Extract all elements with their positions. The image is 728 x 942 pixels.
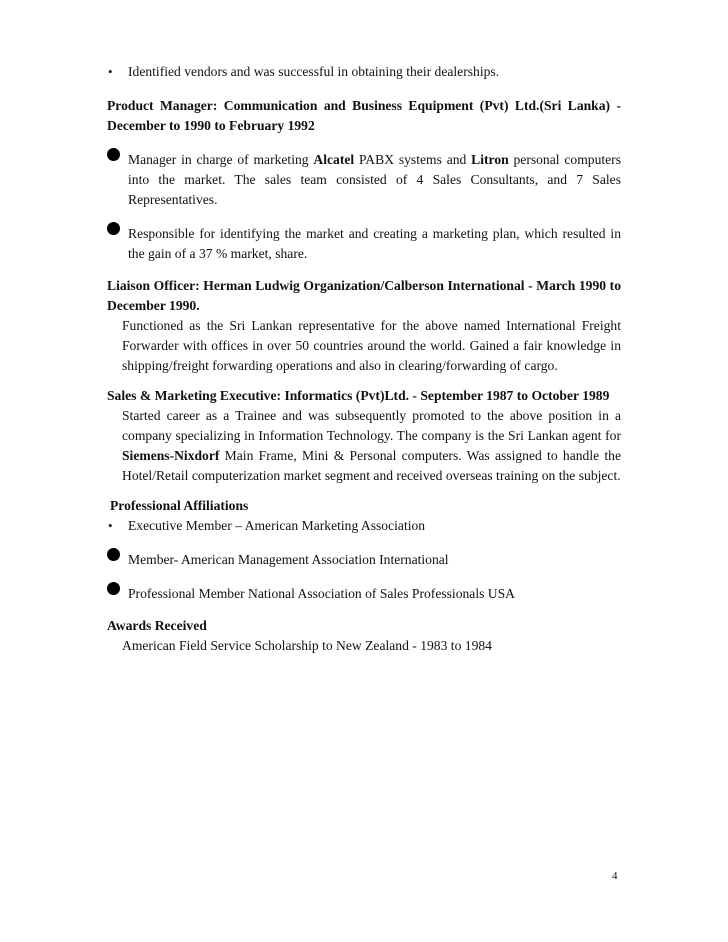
job1-bullet1-bold-2: Litron (471, 152, 509, 167)
affiliation-item (107, 550, 621, 570)
bullet-icon: • (108, 518, 113, 533)
awards-heading: Awards Received (107, 618, 207, 633)
job3-desc-text-1: Started career as a Trainee and was subsequently promoted to the above position in a company specializing in Information Technology. The company is the Sri Lankan agent for (122, 408, 621, 443)
bullet-icon (107, 148, 120, 161)
affiliation-item (107, 584, 621, 604)
affiliations-heading: Professional Affiliations (110, 498, 249, 513)
job3-description (107, 406, 621, 486)
intro-bullet-text: Identified vendors and was successful in obtaining their dealerships. (128, 64, 500, 79)
page-number: 4 (612, 870, 618, 882)
job1-bullet-1 (107, 150, 621, 210)
bullet-icon: • (108, 64, 113, 79)
job3-desc-text-2: Main Frame, Mini & Personal computers. Was assigned to handle the Hotel/Retail computerization market segment and received overseas training on the subject. (122, 448, 621, 483)
job2-description: Functioned as the Sri Lankan representative for the above named International Freight Forwarder with offices in over 50 countries around the world. Gained a fair knowledge in shipping/freight forwarding operations and also in clearing/forwarding of cargo. (122, 318, 621, 373)
resume-page (107, 62, 621, 656)
job1-bullet1-text-2: PABX systems and (354, 152, 472, 167)
job1-bullet1-bold-1: Alcatel (313, 152, 355, 167)
job1-bullet1-text-3: personal computers into the market. The sales team consisted of 4 Sales Consultants, and 7 Sales Representatives. (128, 152, 621, 207)
affiliation-text: Executive Member – American Marketing Association (128, 518, 426, 533)
affiliation-item (107, 516, 621, 536)
job3-desc-bold: Siemens-Nixdorf (122, 448, 220, 463)
job3-title: Sales & Marketing Executive: Informatics (Pvt)Ltd. - September 1987 to October 1989 (107, 388, 610, 403)
bullet-icon (107, 222, 120, 235)
award-item: American Field Service Scholarship to New Zealand - 1983 to 1984 (122, 638, 492, 653)
affiliation-text: Professional Member National Association of Sales Professionals USA (128, 586, 515, 601)
bullet-icon (107, 582, 120, 595)
job2-title: Liaison Officer: Herman Ludwig Organization/Calberson International - March 1990 to December 1990. (107, 278, 621, 313)
intro-bullet-item (107, 62, 621, 82)
job1-title: Product Manager: Communication and Business Equipment (Pvt) Ltd.(Sri Lanka) - December to 1990 to February 1992 (107, 98, 621, 133)
job1-bullet-2 (107, 224, 621, 264)
affiliation-text: Member- American Management Association International (128, 552, 449, 567)
job1-bullet1-text-1: Manager in charge of marketing (128, 152, 314, 167)
job1-bullet2-text: Responsible for identifying the market and creating a marketing plan, which resulted in the gain of a 37 % market, share. (128, 226, 621, 261)
bullet-icon (107, 548, 120, 561)
